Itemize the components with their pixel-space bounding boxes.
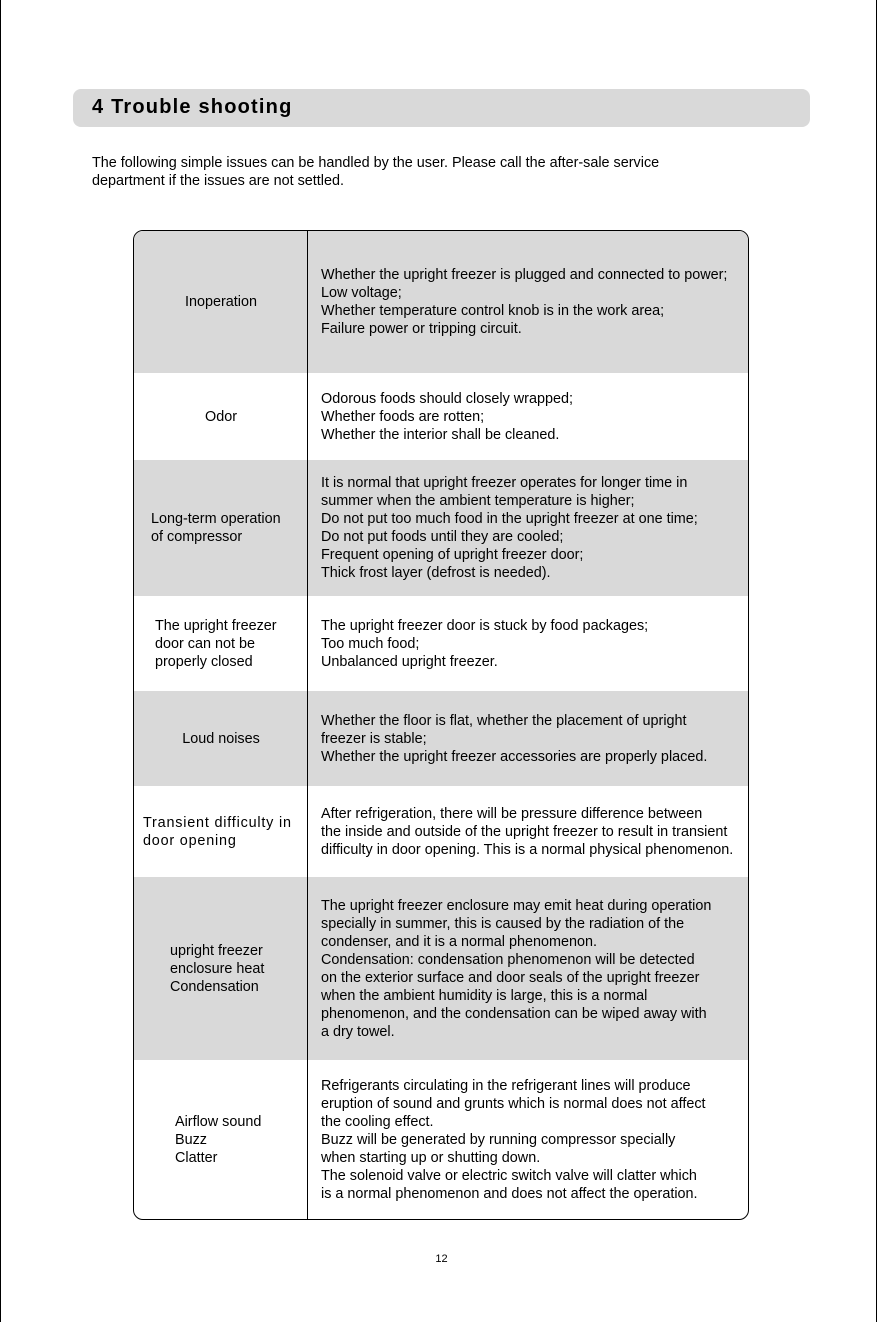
section-title: 4 Trouble shooting [92,96,293,118]
solution-text: It is normal that upright freezer operates for longer time in summer when the ambient temperature is higher; Do not put too much food in the upright freezer at one time; Do not put foods until they are cooled; Frequent opening of upright freezer door; Thick frost layer (defrost is needed). [321,475,698,581]
solution-cell [308,877,748,1060]
column-divider [307,231,308,1219]
issue-cell [134,373,308,460]
page-number: 12 [435,1253,448,1265]
solution-cell [308,460,748,596]
issue-label: Transient difficulty in door opening [143,814,292,849]
solution-cell [308,786,748,877]
table-row-door-opening [134,786,748,877]
issue-cell [134,786,308,877]
issue-cell [134,691,308,786]
table-row-odor [134,373,748,460]
solution-cell [308,231,748,373]
issue-label: The upright freezer door can not be properly closed [155,617,277,670]
issue-label: Loud noises [182,730,260,747]
issue-label: upright freezer enclosure heat Condensation [170,942,265,995]
solution-text: The upright freezer door is stuck by food packages; Too much food; Unbalanced upright freezer. [321,617,649,670]
solution-cell [308,373,748,460]
solution-text: Whether the floor is flat, whether the placement of upright freezer is stable; Whether the upright freezer accessories are properly placed. [321,712,708,765]
issue-cell [134,231,308,373]
solution-text: Odorous foods should closely wrapped; Whether foods are rotten; Whether the interior shall be cleaned. [321,390,573,443]
solution-text: The upright freezer enclosure may emit heat during operation specially in summer, this is caused by the radiation of the condenser, and it is a normal phenomenon. Condensation: condensation phenomenon will be detected on the exterior surface and door seals of the upright freezer when the ambient humidity is large, this is a normal phenomenon, and the condensation can be wiped away with a dry towel. [321,897,712,1040]
table-row-loud-noises [134,691,748,786]
issue-label: Airflow sound Buzz Clatter [175,1113,262,1166]
table-row-enclosure-heat [134,877,748,1060]
page-left-edge [0,0,1,1322]
solution-cell [308,1060,748,1219]
solution-cell [308,691,748,786]
solution-text: Refrigerants circulating in the refrigerant lines will produce eruption of sound and grunts which is normal does not affect the cooling effect. Buzz will be generated by running compressor specially when starting up or shutting down. The solenoid valve or electric switch valve will clatter which is a normal phenomenon and does not affect the operation. [321,1077,706,1202]
troubleshooting-table [133,230,749,1220]
section-header [73,89,810,127]
issue-cell [134,596,308,691]
issue-label: Odor [205,408,237,425]
intro-paragraph: The following simple issues can be handled by the user. Please call the after-sale service department if the issues are not settled. [92,155,660,189]
issue-label: Long-term operation of compressor [151,511,281,545]
issue-label: Inoperation [184,294,257,310]
solution-cell [308,596,748,691]
table-row-door-closing [134,596,748,691]
issue-cell [134,877,308,1060]
solution-text: Whether the upright freezer is plugged and connected to power; Low voltage; Whether temperature control knob is in the work area; Failure power or tripping circuit. [321,267,728,337]
page-right-edge [876,0,877,1322]
table-row-compressor [134,460,748,596]
issue-cell [134,460,308,596]
table-row-inoperation [134,231,748,373]
issue-cell [134,1060,308,1219]
table-row-sounds [134,1060,748,1219]
solution-text: After refrigeration, there will be pressure difference between the inside and outside of the upright freezer to result in transient difficulty in door opening. This is a normal physical phenomenon. [321,805,734,858]
